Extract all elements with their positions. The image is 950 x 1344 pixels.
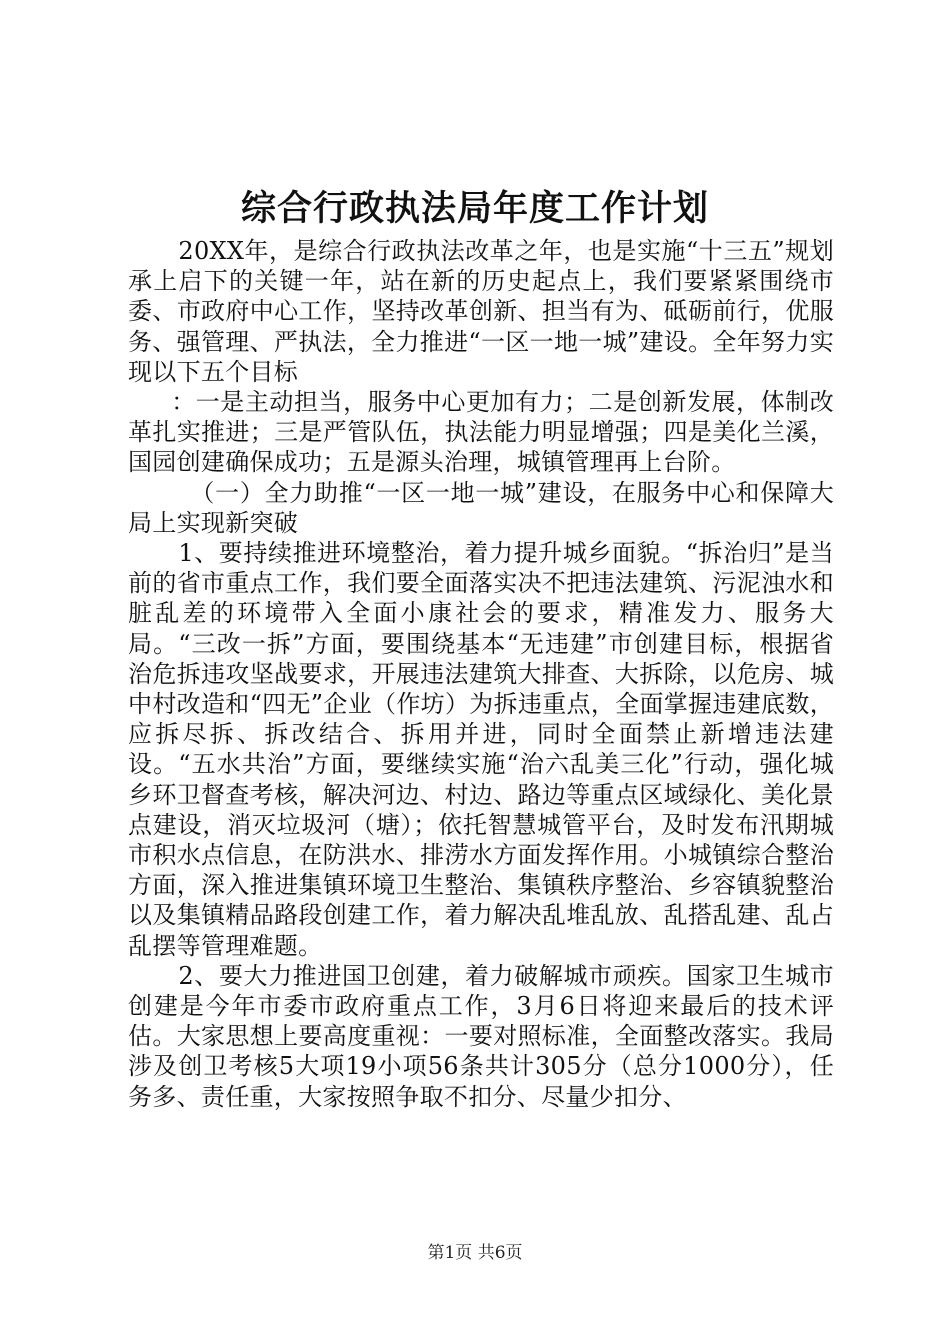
page-number: 第1页 共6页 (427, 1243, 523, 1263)
paragraph-intro: 20XX年，是综合行政执法改革之年，也是实施“十三五”规划承上启下的关键一年，站在新的历史起点上，我们要紧紧围绕市委、市政府中心工作，坚持改革创新、担当有为、砥砺前行，优服务、强管理、严执法，全力推进“一区一地一城”建设。全年努力实现以下五个目标 (128, 237, 834, 386)
paragraph-item-2: 2、要大力推进国卫创建，着力破解城市顽疾。国家卫生城市创建是今年市委市政府重点工作，3月6日将迎来最后的技术评估。大家思想上要高度重视：一要对照标准，全面整改落实。我局涉及创卫考核5大项19小项56条共计305分（总分1000分），任务多、责任重，大家按照争取不扣分、尽量少扣分、 (128, 961, 834, 1111)
section-heading-1: （一）全力助推“一区一地一城”建设，在服务中心和保障大局上实现新突破 (128, 478, 834, 537)
paragraph-item-1: 1、要持续推进环境整治，着力提升城乡面貌。“拆治归”是当前的省市重点工作，我们要全面落实决不把违法建筑、污泥浊水和脏乱差的环境带入全面小康社会的要求，精准发力、服务大局。“三改一拆”方面，要围绕基本“无违建”市创建目标，根据省治危拆违攻坚战要求，开展违法建筑大排查、大拆除，以危房、城中村改造和“四无”企业（作坊）为拆违重点，全面掌握违建底数，应拆尽拆、拆改结合、拆用并进，同时全面禁止新增违法建设。“五水共治”方面，要继续实施“治六乱美三化”行动，强化城乡环卫督查考核，解决河边、村边、路边等重点区域绿化、美化景点建设，消灭垃圾河（塘）；依托智慧城管平台，及时发布汛期城市积水点信息，在防洪水、排涝水方面发挥作用。小城镇综合整治方面，深入推进集镇环境卫生整治、集镇秩序整治、乡容镇貌整治以及集镇精品路段创建工作，着力解决乱堆乱放、乱搭乱建、乱占乱摆等管理难题。 (128, 539, 834, 960)
paragraph-goals: ：一是主动担当，服务中心更加有力；二是创新发展，体制改革扎实推进；三是严管队伍，执法能力明显增强；四是美化兰溪，国园创建确保成功；五是源头治理，城镇管理再上台阶。 (128, 388, 834, 477)
document-title: 综合行政执法局年度工作计划 (240, 188, 709, 229)
document-body (128, 236, 834, 1112)
